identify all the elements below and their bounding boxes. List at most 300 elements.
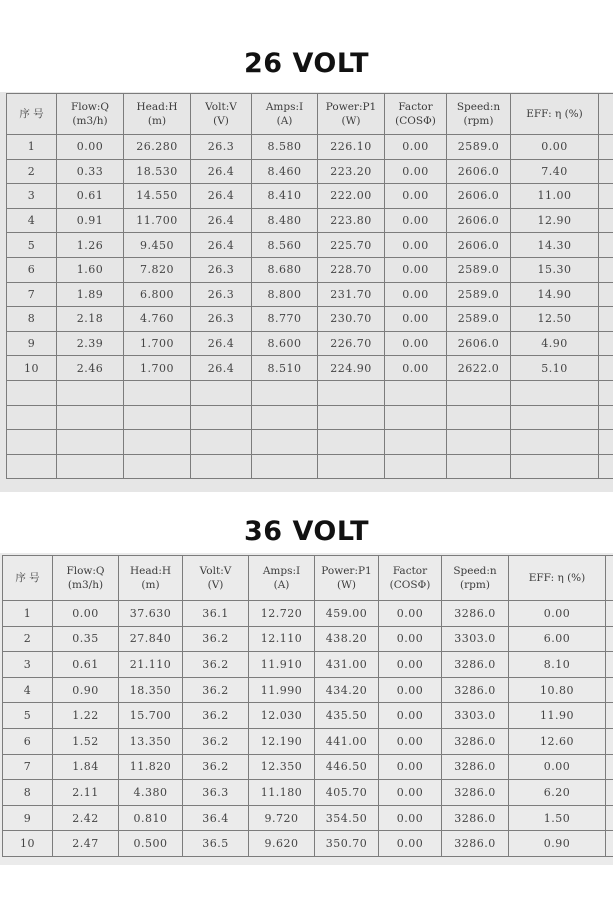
cell-amps: 12.350 (249, 754, 315, 780)
cell-volt: 26.3 (191, 282, 252, 307)
cell-speed: 2589.0 (447, 257, 511, 282)
cell-flow: 0.35 (53, 626, 119, 652)
empty-cell (57, 454, 124, 479)
cell-index: 8 (7, 307, 57, 332)
empty-cell (57, 405, 124, 430)
column-header-unit: (V) (207, 579, 224, 591)
cell-volt: 36.2 (183, 626, 249, 652)
cell-head: 18.530 (124, 159, 191, 184)
cell-speed: 2589.0 (447, 135, 511, 160)
cell-amps: 8.480 (252, 208, 318, 233)
cell-power: 222.00 (318, 184, 385, 209)
cell-factor: 0.00 (385, 257, 447, 282)
cell-flow: 2.42 (53, 805, 119, 831)
cell-eff: 14.30 (511, 233, 599, 258)
table-row (7, 159, 613, 184)
cell-factor: 0.00 (385, 135, 447, 160)
column-header-label: EFF: η (%) (526, 108, 583, 120)
column-header-label: Factor (392, 565, 428, 577)
cell-amps: 8.580 (252, 135, 318, 160)
column-header-label: Volt:V (199, 565, 232, 577)
cut-off-cell (606, 728, 613, 754)
column-header-label: Head:H (129, 565, 172, 577)
cell-head: 14.550 (124, 184, 191, 209)
test-sheet-26-volt (0, 92, 613, 492)
empty-cell (191, 380, 252, 405)
section-title-36-volt: 36 VOLT (244, 516, 369, 547)
cell-head: 1.700 (124, 356, 191, 381)
cell-factor: 0.00 (379, 677, 442, 703)
cell-head: 15.700 (119, 703, 183, 729)
column-header-label: Speed:n (453, 565, 497, 577)
cell-head: 18.350 (119, 677, 183, 703)
column-header-speed (442, 556, 509, 601)
cut-off-cell (599, 282, 613, 307)
cell-factor: 0.00 (385, 356, 447, 381)
cell-eff: 15.30 (511, 257, 599, 282)
cut-off-cell (606, 677, 613, 703)
cell-factor: 0.00 (385, 233, 447, 258)
cell-index: 4 (3, 677, 53, 703)
cell-eff: 6.20 (509, 780, 606, 806)
cell-index: 9 (7, 331, 57, 356)
empty-cell (252, 430, 318, 455)
cell-factor: 0.00 (379, 754, 442, 780)
empty-cell (385, 454, 447, 479)
column-header-index (7, 94, 57, 135)
cell-flow: 0.61 (53, 652, 119, 678)
cell-eff: 4.90 (511, 331, 599, 356)
cut-off-column-header (606, 556, 613, 601)
cut-off-cell (599, 135, 613, 160)
cell-speed: 2622.0 (447, 356, 511, 381)
cell-head: 27.840 (119, 626, 183, 652)
cut-off-cell (606, 601, 613, 627)
cell-flow: 1.60 (57, 257, 124, 282)
column-header-label: Power:P1 (325, 101, 377, 113)
column-header-head (124, 94, 191, 135)
cell-volt: 36.5 (183, 831, 249, 857)
cell-amps: 9.720 (249, 805, 315, 831)
column-header-label: Power:P1 (321, 565, 372, 577)
empty-row (7, 430, 613, 455)
cell-factor: 0.00 (379, 728, 442, 754)
column-header-unit: (W) (337, 579, 356, 591)
cell-flow: 2.39 (57, 331, 124, 356)
empty-cell (124, 454, 191, 479)
empty-cell (511, 430, 599, 455)
cut-off-cell (599, 257, 613, 282)
column-header-amps (249, 556, 315, 601)
cell-flow: 2.46 (57, 356, 124, 381)
column-header-label: Speed:n (456, 101, 501, 113)
cell-factor: 0.00 (379, 780, 442, 806)
cell-eff: 11.90 (509, 703, 606, 729)
cell-index: 10 (3, 831, 53, 857)
cell-factor: 0.00 (385, 184, 447, 209)
cell-power: 230.70 (318, 307, 385, 332)
cell-eff: 11.00 (511, 184, 599, 209)
cell-power: 459.00 (315, 601, 379, 627)
cell-index: 1 (3, 601, 53, 627)
column-header-eff (509, 556, 606, 601)
empty-cell (124, 405, 191, 430)
cell-power: 225.70 (318, 233, 385, 258)
cell-volt: 26.3 (191, 257, 252, 282)
cell-speed: 2606.0 (447, 233, 511, 258)
column-header-unit: (V) (213, 115, 229, 127)
cell-eff: 14.90 (511, 282, 599, 307)
cell-speed: 3286.0 (442, 677, 509, 703)
cell-speed: 3303.0 (442, 703, 509, 729)
empty-cell (57, 380, 124, 405)
cell-volt: 26.3 (191, 307, 252, 332)
cell-index: 4 (7, 208, 57, 233)
column-header-eff (511, 94, 599, 135)
cell-amps: 8.600 (252, 331, 318, 356)
cell-volt: 36.1 (183, 601, 249, 627)
cell-head: 4.760 (124, 307, 191, 332)
cell-speed: 3286.0 (442, 831, 509, 857)
cell-amps: 12.030 (249, 703, 315, 729)
cell-head: 9.450 (124, 233, 191, 258)
cell-eff: 0.00 (511, 135, 599, 160)
column-header-label: EFF: η (%) (528, 572, 586, 584)
cell-amps: 8.770 (252, 307, 318, 332)
cell-volt: 36.2 (183, 728, 249, 754)
column-header-flow (53, 556, 119, 601)
cell-factor: 0.00 (379, 601, 442, 627)
empty-cell (599, 405, 613, 430)
empty-cell (318, 454, 385, 479)
empty-cell (191, 454, 252, 479)
cut-off-cell (599, 331, 613, 356)
cell-power: 405.70 (315, 780, 379, 806)
cell-index: 8 (3, 780, 53, 806)
cell-volt: 26.4 (191, 159, 252, 184)
cut-off-cell (599, 356, 613, 381)
cell-eff: 12.50 (511, 307, 599, 332)
cell-amps: 11.910 (249, 652, 315, 678)
column-header-unit: (m3/h) (72, 115, 108, 127)
cell-volt: 36.2 (183, 677, 249, 703)
table-row (3, 728, 613, 754)
cell-head: 0.500 (119, 831, 183, 857)
cell-flow: 1.26 (57, 233, 124, 258)
cell-head: 0.810 (119, 805, 183, 831)
cell-speed: 3286.0 (442, 601, 509, 627)
table-row (7, 184, 613, 209)
cell-power: 431.00 (315, 652, 379, 678)
empty-cell (124, 380, 191, 405)
empty-cell (599, 380, 613, 405)
cut-off-cell (606, 652, 613, 678)
cell-index: 6 (3, 728, 53, 754)
table-row (3, 780, 613, 806)
cell-volt: 36.2 (183, 754, 249, 780)
empty-cell (318, 430, 385, 455)
cell-eff: 8.10 (509, 652, 606, 678)
column-header-label: Head:H (136, 101, 178, 113)
pump-test-table-36-volt (2, 555, 613, 857)
cell-amps: 8.680 (252, 257, 318, 282)
cell-head: 6.800 (124, 282, 191, 307)
section-title-26-volt: 26 VOLT (244, 48, 369, 79)
cell-factor: 0.00 (379, 703, 442, 729)
cell-flow: 2.18 (57, 307, 124, 332)
column-header-unit: (A) (276, 115, 293, 127)
cell-index: 3 (7, 184, 57, 209)
header-row (7, 94, 613, 135)
cell-flow: 1.84 (53, 754, 119, 780)
cell-head: 11.700 (124, 208, 191, 233)
cell-power: 231.70 (318, 282, 385, 307)
column-header-index (3, 556, 53, 601)
cell-amps: 12.190 (249, 728, 315, 754)
cell-index: 1 (7, 135, 57, 160)
cell-amps: 8.800 (252, 282, 318, 307)
cell-factor: 0.00 (385, 208, 447, 233)
column-header-power (318, 94, 385, 135)
cell-index: 3 (3, 652, 53, 678)
cell-amps: 12.110 (249, 626, 315, 652)
cell-head: 1.700 (124, 331, 191, 356)
empty-cell (385, 405, 447, 430)
cell-factor: 0.00 (379, 831, 442, 857)
cell-flow: 0.00 (53, 601, 119, 627)
cell-power: 446.50 (315, 754, 379, 780)
cell-factor: 0.00 (385, 307, 447, 332)
column-header-label: Volt:V (205, 101, 237, 113)
empty-cell (252, 380, 318, 405)
cell-eff: 12.90 (511, 208, 599, 233)
empty-cell (599, 430, 613, 455)
cell-power: 223.20 (318, 159, 385, 184)
column-header-volt (183, 556, 249, 601)
empty-cell (385, 380, 447, 405)
empty-cell (511, 380, 599, 405)
table-row (3, 601, 613, 627)
cell-factor: 0.00 (379, 805, 442, 831)
table-row (7, 208, 613, 233)
column-header-label: Flow:Q (70, 101, 110, 113)
cell-volt: 26.4 (191, 184, 252, 209)
cell-index: 10 (7, 356, 57, 381)
cell-volt: 26.4 (191, 233, 252, 258)
column-header-unit: (rpm) (463, 115, 494, 127)
cell-head: 7.820 (124, 257, 191, 282)
table-row (7, 257, 613, 282)
empty-cell (7, 405, 57, 430)
cell-flow: 1.52 (53, 728, 119, 754)
cell-eff: 1.50 (509, 805, 606, 831)
cut-off-cell (606, 831, 613, 857)
cell-amps: 12.720 (249, 601, 315, 627)
cell-flow: 0.61 (57, 184, 124, 209)
cell-eff: 0.90 (509, 831, 606, 857)
column-header-label: Amps:I (265, 101, 304, 113)
cut-off-cell (599, 307, 613, 332)
empty-cell (385, 430, 447, 455)
cell-power: 224.90 (318, 356, 385, 381)
cell-head: 13.350 (119, 728, 183, 754)
cell-speed: 2606.0 (447, 159, 511, 184)
column-header-head (119, 556, 183, 601)
cell-factor: 0.00 (379, 626, 442, 652)
cell-volt: 36.3 (183, 780, 249, 806)
cell-power: 223.80 (318, 208, 385, 233)
empty-cell (124, 430, 191, 455)
empty-cell (252, 454, 318, 479)
column-header-unit: (COSΦ) (395, 115, 436, 127)
table-row (3, 652, 613, 678)
empty-cell (318, 380, 385, 405)
cell-speed: 3286.0 (442, 805, 509, 831)
cell-flow: 0.33 (57, 159, 124, 184)
table-row (3, 805, 613, 831)
cell-amps: 8.410 (252, 184, 318, 209)
cell-factor: 0.00 (385, 282, 447, 307)
cell-speed: 3286.0 (442, 728, 509, 754)
cell-speed: 2606.0 (447, 208, 511, 233)
column-header-label: Flow:Q (66, 565, 105, 577)
cell-index: 9 (3, 805, 53, 831)
empty-cell (191, 430, 252, 455)
cell-speed: 2606.0 (447, 331, 511, 356)
column-header-factor (385, 94, 447, 135)
column-header-amps (252, 94, 318, 135)
cell-power: 438.20 (315, 626, 379, 652)
cell-index: 7 (7, 282, 57, 307)
table-row (7, 135, 613, 160)
table-row (7, 331, 613, 356)
cut-off-cell (606, 805, 613, 831)
cell-head: 26.280 (124, 135, 191, 160)
cell-index: 2 (3, 626, 53, 652)
cell-speed: 3303.0 (442, 626, 509, 652)
table-row (3, 831, 613, 857)
column-header-volt (191, 94, 252, 135)
cell-power: 350.70 (315, 831, 379, 857)
cell-volt: 26.4 (191, 356, 252, 381)
cell-head: 11.820 (119, 754, 183, 780)
cell-head: 21.110 (119, 652, 183, 678)
empty-cell (7, 430, 57, 455)
column-header-label: 序 号 (19, 108, 44, 120)
column-header-unit: (W) (341, 115, 361, 127)
column-header-flow (57, 94, 124, 135)
cell-power: 354.50 (315, 805, 379, 831)
cell-factor: 0.00 (385, 159, 447, 184)
empty-cell (447, 405, 511, 430)
cell-volt: 36.2 (183, 703, 249, 729)
cut-off-cell (606, 703, 613, 729)
column-header-unit: (COSΦ) (389, 579, 431, 591)
empty-cell (599, 454, 613, 479)
empty-cell (511, 405, 599, 430)
cut-off-cell (599, 159, 613, 184)
table-row (3, 703, 613, 729)
cell-volt: 36.4 (183, 805, 249, 831)
cell-flow: 2.47 (53, 831, 119, 857)
empty-row (7, 380, 613, 405)
empty-cell (447, 430, 511, 455)
cell-volt: 36.2 (183, 652, 249, 678)
cell-index: 6 (7, 257, 57, 282)
empty-row (7, 454, 613, 479)
column-header-label: Amps:I (262, 565, 301, 577)
cell-index: 5 (7, 233, 57, 258)
table-row (7, 307, 613, 332)
cell-eff: 0.00 (509, 754, 606, 780)
table-row (7, 356, 613, 381)
empty-cell (447, 454, 511, 479)
cut-off-cell (606, 626, 613, 652)
cell-speed: 3286.0 (442, 754, 509, 780)
cut-off-cell (606, 754, 613, 780)
cell-power: 226.70 (318, 331, 385, 356)
column-header-power (315, 556, 379, 601)
cell-flow: 2.11 (53, 780, 119, 806)
cell-speed: 2589.0 (447, 307, 511, 332)
cell-eff: 0.00 (509, 601, 606, 627)
cell-amps: 8.560 (252, 233, 318, 258)
table-row (3, 677, 613, 703)
empty-cell (447, 380, 511, 405)
cell-amps: 8.460 (252, 159, 318, 184)
cell-volt: 26.3 (191, 135, 252, 160)
column-header-unit: (m3/h) (67, 579, 104, 591)
column-header-factor (379, 556, 442, 601)
test-sheet-36-volt (0, 553, 613, 865)
cell-power: 435.50 (315, 703, 379, 729)
cell-power: 226.10 (318, 135, 385, 160)
cut-off-cell (606, 780, 613, 806)
cell-index: 2 (7, 159, 57, 184)
column-header-unit: (m) (147, 115, 167, 127)
empty-cell (191, 405, 252, 430)
empty-cell (511, 454, 599, 479)
cell-eff: 7.40 (511, 159, 599, 184)
cell-flow: 0.00 (57, 135, 124, 160)
cell-factor: 0.00 (379, 652, 442, 678)
cell-eff: 5.10 (511, 356, 599, 381)
empty-cell (7, 380, 57, 405)
cell-volt: 26.4 (191, 331, 252, 356)
column-header-label: Factor (398, 101, 433, 113)
column-header-speed (447, 94, 511, 135)
cut-off-cell (599, 208, 613, 233)
empty-cell (57, 430, 124, 455)
header-row (3, 556, 613, 601)
cell-eff: 10.80 (509, 677, 606, 703)
cell-amps: 11.990 (249, 677, 315, 703)
empty-cell (318, 405, 385, 430)
cell-factor: 0.00 (385, 331, 447, 356)
cell-head: 4.380 (119, 780, 183, 806)
cell-index: 5 (3, 703, 53, 729)
cut-off-cell (599, 184, 613, 209)
table-row (3, 754, 613, 780)
cell-amps: 11.180 (249, 780, 315, 806)
table-row (7, 233, 613, 258)
cut-off-cell (599, 233, 613, 258)
cell-speed: 3286.0 (442, 652, 509, 678)
cell-power: 434.20 (315, 677, 379, 703)
cut-off-column-header (599, 94, 613, 135)
empty-cell (7, 454, 57, 479)
column-header-unit: (m) (141, 579, 160, 591)
